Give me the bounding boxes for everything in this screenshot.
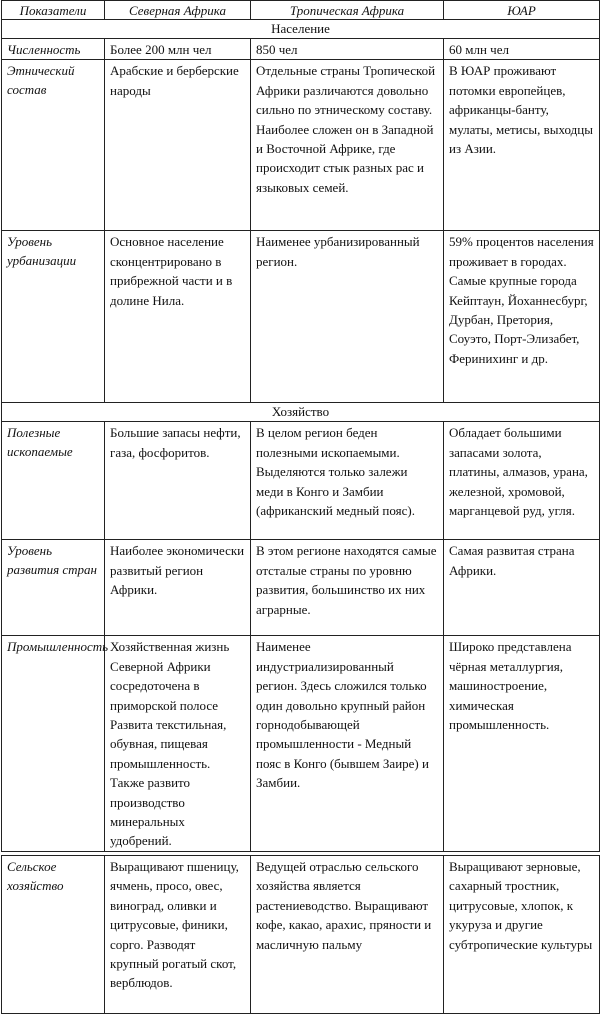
cell-north: Основное население сконцентрировано в прибрежной части и в долине Нила. [105,231,251,403]
section-population: Население [2,20,600,39]
table-row [2,422,600,540]
cell-rsa: Выращивают зерновые, сахарный тростник, цитрусовые, хлопок, к укурузa и другие субтропические культуры [444,856,600,1014]
header-rsa: ЮАР [444,1,600,20]
row-label: Сельское хозяйство [2,856,105,1014]
cell-tropical: Наименее урбанизированный регион. [251,231,444,403]
row-label: Численность [2,39,105,60]
cell-rsa: 60 млн чел [444,39,600,60]
cell-tropical: Наименее индустриализированный регион. Здесь сложился только один довольно крупный район горнодобывающей промышленности - Медный пояс в Конго (бывшем Заире) и Замбии. [251,636,444,851]
header-row [2,1,600,20]
cell-north: Более 200 млн чел [105,39,251,60]
row-label: Уровень развития стран [2,540,105,636]
cell-tropical: Отдельные страны Тропической Африки различаются довольно сильно по этническому составу. Наиболее сложен он в Западной и Восточной Африке, где происходит стык разных рас и языковых семей. [251,60,444,231]
table-row [2,856,600,1014]
comparison-table-continued [1,855,600,1014]
cell-north: Большие запасы нефти, газа, фосфоритов. [105,422,251,540]
section-row [2,20,600,39]
cell-north: Наиболее экономически развитый регион Африки. [105,540,251,636]
table-row [2,39,600,60]
header-north-africa: Северная Африка [105,1,251,20]
comparison-table [1,0,600,852]
cell-north: Арабские и берберские народы [105,60,251,231]
cell-rsa: Широко представлена чёрная металлургия, машиностроение, химическая промышленность. [444,636,600,851]
row-label: Полезные ископаемые [2,422,105,540]
cell-north: Хозяйственная жизнь Северной Африки сосредоточена в приморской полосе Развита текстильная, обувная, пищевая промышленность. Также развито производство минеральных удобрений. [105,636,251,851]
header-indicators: Показатели [2,1,105,20]
header-tropical-africa: Тропическая Африка [251,1,444,20]
section-economy: Хозяйство [2,403,600,422]
table-row [2,231,600,403]
row-label: Уровень урбанизации [2,231,105,403]
cell-tropical: В целом регион беден полезными ископаемыми. Выделяются только залежи меди в Конго и Замбии (африканский медный пояс). [251,422,444,540]
cell-tropical: В этом регионе находятся самые отсталые страны по уровню развития, большинство их них аграрные. [251,540,444,636]
cell-rsa: 59% процентов населения проживает в городах. Самые крупные города Кейптаун, Йоханнесбург, Дурбан, Претория, Соуэто, Порт-Элизабет, Феринихинг и др. [444,231,600,403]
cell-tropical: Ведущей отраслью сельского хозяйства является растениеводство. Выращивают кофе, какао, арахис, пряности и масличную пальму [251,856,444,1014]
table-row [2,60,600,231]
cell-north: Выращивают пшеницу, ячмень, просо, овес, виноград, оливки и цитрусовые, финики, сорго. Разводят крупный рогатый скот, верблюдов. [105,856,251,1014]
row-label: Этнический состав [2,60,105,231]
table-row [2,540,600,636]
cell-rsa: В ЮАР проживают потомки европейцев, африканцы-банту, мулаты, метисы, выходцы из Азии. [444,60,600,231]
section-row [2,403,600,422]
cell-rsa: Самая развитая страна Африки. [444,540,600,636]
table-row [2,636,600,851]
row-label: Промышленность [2,636,105,851]
cell-rsa: Обладает большими запасами золота, платины, алмазов, урана, железной, хромовой, марганцевой руд, угля. [444,422,600,540]
cell-tropical: 850 чел [251,39,444,60]
